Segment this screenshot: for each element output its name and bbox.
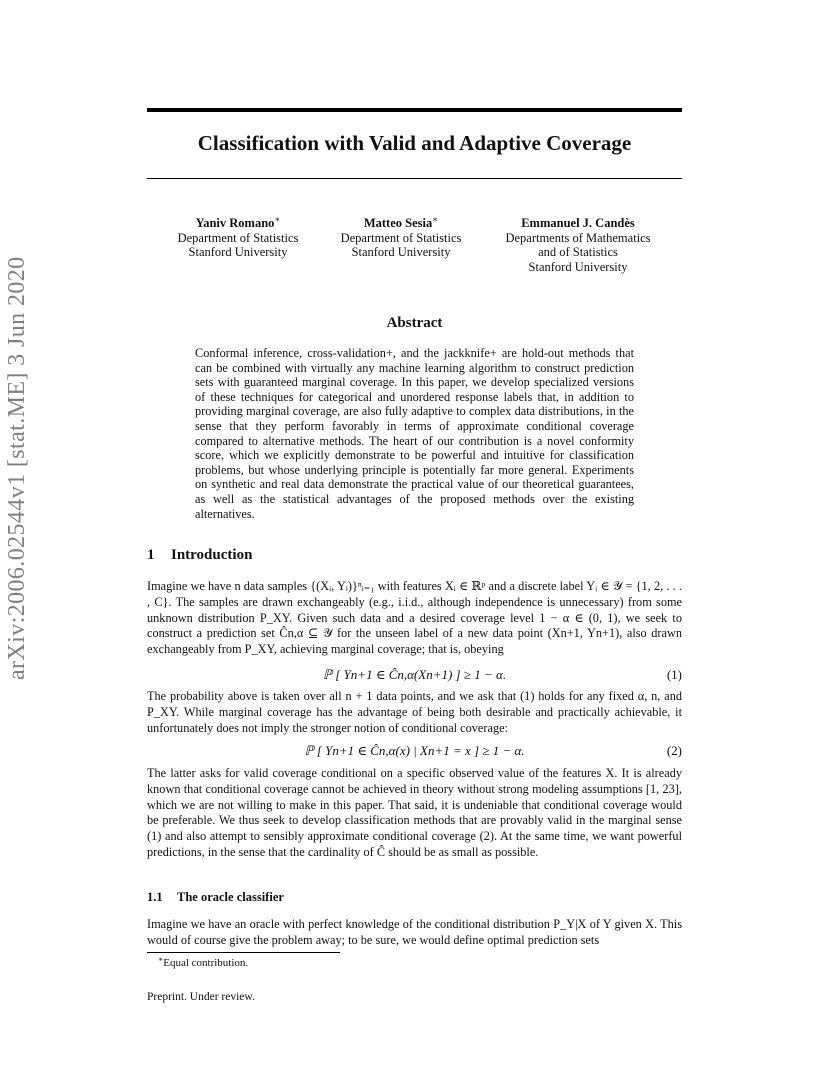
author-affiliation: Stanford University — [528, 259, 628, 274]
oracle-paragraph: Imagine we have an oracle with perfect knowledge of the conditional distribution P_Y|X of Y given X. This would of course give the problem away; to be sure, we would define optimal prediction sets — [147, 917, 682, 947]
author-name: Emmanuel J. Candès — [521, 216, 635, 230]
author-affiliation: Stanford University — [351, 245, 451, 259]
author-affiliation: Departments of Mathematics — [505, 230, 651, 245]
footnote-text: Equal contribution. — [163, 957, 249, 969]
equation-number: (2) — [666, 743, 682, 758]
author-block — [148, 213, 328, 260]
intro-paragraph-1: Imagine we have n data samples {(Xᵢ, Yᵢ)}ⁿᵢ₌₁ with features Xᵢ ∈ ℝᵖ and a discrete label Yᵢ ∈ 𝒴 = {1, 2, . . . , C}. The samples are drawn exchangeably (e.g., i.i.d., although independence is unnecessary) from some unknown distribution P_XY. Given such data and a desired coverage level 1 − α ∈ (0, 1), we seek to construct a prediction set Ĉn,α ⊆ 𝒴 for the unseen label of a new data point (Xn+1, Yn+1), also drawn exchangeably from P_XY, achieving marginal coverage; that is, obeying — [147, 579, 682, 657]
author-block — [488, 216, 668, 274]
author-name: Matteo Sesia — [363, 216, 433, 230]
author-name: Yaniv Romano — [195, 216, 275, 230]
section-number: 1 — [147, 547, 155, 563]
equation-body: ℙ [ Yn+1 ∈ Ĉn,α(Xn+1) ] ≥ 1 − α. — [322, 667, 507, 682]
author-block — [311, 213, 491, 260]
author-mark: ∗ — [274, 213, 281, 224]
author-mark: ∗ — [432, 213, 439, 224]
section-title: Introduction — [171, 547, 253, 563]
footnote-mark: ∗ — [158, 954, 164, 964]
title-bottom-rule — [147, 178, 682, 179]
equation-body: ℙ [ Yn+1 ∈ Ĉn,α(x) | Xn+1 = x ] ≥ 1 − α. — [304, 743, 525, 758]
author-affiliation: Department of Statistics — [340, 230, 462, 245]
paper-title: Classification with Valid and Adaptive Coverage — [197, 131, 632, 155]
intro-paragraph-3: The latter asks for valid coverage conditional on a specific observed value of the features X. It is already known that conditional coverage cannot be achieved in theory without strong modeling assumptions [1, 23], which we are not willing to make in this paper. That said, it is undeniable that conditional coverage would be preferable. We thus seek to develop classification methods that are provably valid in the marginal sense (1) and also attempt to sensibly approximate conditional coverage (2). At the same time, we want powerful predictions, in the sense that the cardinality of Ĉ should be as small as possible. — [147, 766, 682, 859]
author-affiliation: Department of Statistics — [177, 230, 299, 245]
arxiv-identifier: arXiv:2006.02544v1 [stat.ME] 3 Jun 2020 — [4, 256, 30, 680]
footnote — [158, 954, 249, 969]
title-top-rule — [147, 108, 682, 112]
footnote-rule — [147, 952, 340, 953]
equation-number: (1) — [666, 667, 682, 682]
section-number: 1.1 — [147, 890, 163, 904]
preprint-notice: Preprint. Under review. — [147, 991, 255, 1003]
author-affiliation: and of Statistics — [538, 245, 618, 259]
abstract-heading: Abstract — [386, 315, 443, 331]
intro-paragraph-2: The probability above is taken over all n + 1 data points, and we ask that (1) holds for any fixed α, n, and P_XY. While marginal coverage has the advantage of being both desirable and practically achievable, it unfortunately does not imply the stronger notion of conditional coverage: — [147, 689, 682, 735]
section-heading — [147, 547, 252, 564]
author-affiliation: Stanford University — [188, 245, 288, 259]
subsection-heading — [147, 890, 284, 905]
abstract-text: Conformal inference, cross-validation+, and the jackknife+ are hold-out methods that can be combined with virtually any machine learning algorithm to construct prediction sets with guaranteed marginal coverage. In this paper, we develop specialized versions of these techniques for categorical and unordered response labels that, in addition to providing marginal coverage, are also fully adaptive to complex data distributions, in the sense that they perform favorably in terms of approximate conditional coverage compared to alternative methods. The heart of our contribution is a novel conformity score, which we explicitly demonstrate to be powerful and intuitive for classification problems, but whose underlying principle is potentially far more general. Experiments on synthetic and real data demonstrate the practical value of our theoretical guarantees, as well as the statistical advantages of the proposed methods over the existing alternatives. — [195, 346, 634, 521]
section-title: The oracle classifier — [177, 890, 284, 904]
